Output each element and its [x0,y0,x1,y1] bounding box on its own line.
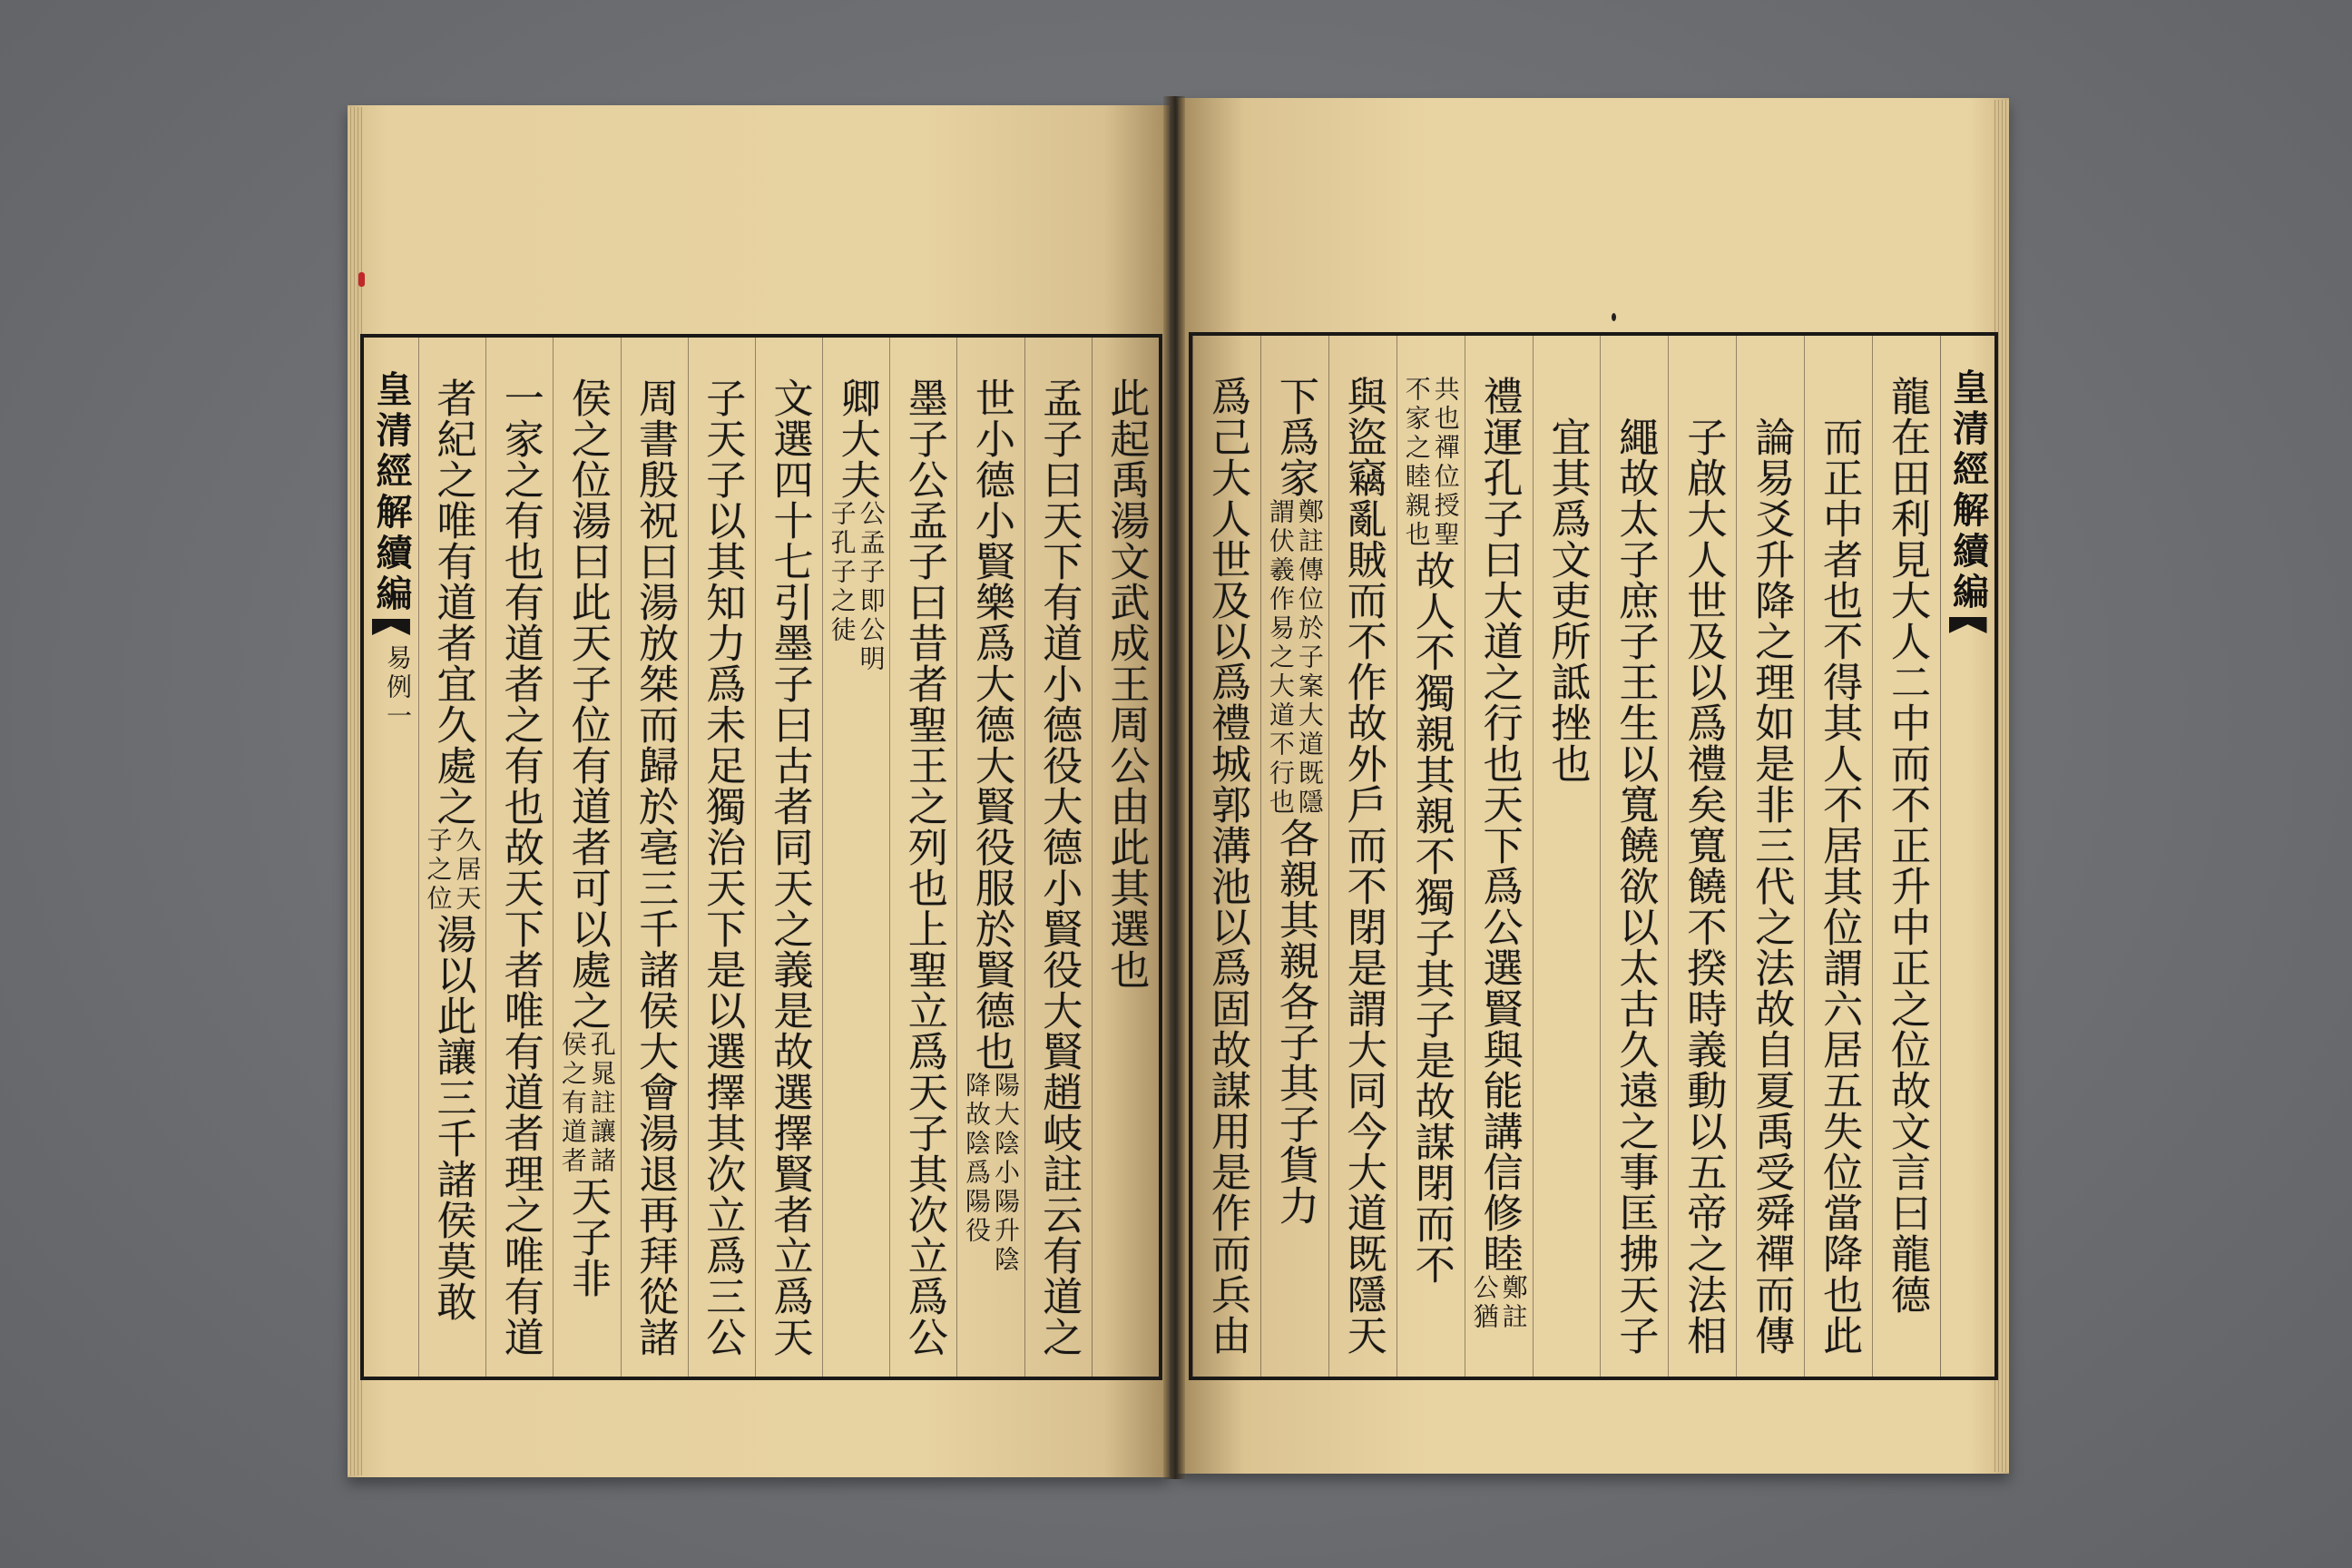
fishtail-mark-icon [372,619,410,635]
red-ink-mark [358,272,365,287]
text-column-l3 [956,338,1024,1377]
column-text: 各親其親各子其子貨力 [1271,818,1318,1226]
text-column-r3 [1736,336,1804,1377]
text-column-l6 [755,338,822,1377]
column-text: 下爲家 [1271,376,1318,498]
note-right-line: 公孟子即公明 [856,500,887,674]
text-column-r1 [1872,336,1940,1377]
interlinear-note [423,827,483,914]
column-text: 子天子以其知力爲未足獨治天下是以選擇其次立爲三公 [699,377,746,1357]
column-text: 卿大夫 [833,377,880,500]
note-left-line: 子孔子之徒 [827,500,858,645]
column-text: 繩故太子庶子王生以寬饒欲以太古久遠之事匡拂天子 [1612,416,1659,1356]
left-page-center-margin [364,338,418,1377]
column-text: 論易爻升降之理如是非三代之法故自夏禹受舜禪而傳 [1748,416,1795,1356]
text-column-l10 [485,338,553,1377]
text-column-l5 [822,338,889,1377]
column-text: 湯以此讓三千諸侯莫敢 [429,914,476,1322]
note-right-line: 共也禪位授聖 [1430,376,1461,550]
note-left-line: 侯之有道者 [557,1031,588,1176]
note-right-line: 鄭註傳位於子案大道既隱 [1294,498,1325,818]
interlinear-note [557,1031,617,1176]
text-column-r7 [1465,336,1533,1377]
column-text: 此起禹湯文武成王周公由此其選也 [1102,377,1150,990]
note-right-line: 久居天 [452,827,483,914]
note-left-line: 不家之睦親也 [1401,376,1432,550]
note-right-line: 鄭註 [1498,1274,1529,1332]
column-text: 墨子公孟子曰昔者聖王之列也上聖立爲天子其次立爲公 [900,377,947,1357]
column-text: 龍在田利見大人二中而不正升中正之位故文言曰龍德 [1884,376,1931,1315]
text-column-r6 [1533,336,1601,1377]
left-page-margin-title: 皇清經解續編 [369,370,413,615]
text-column-r8 [1396,336,1465,1377]
ink-speck [1612,313,1616,321]
right-page-center-margin [1940,336,1994,1377]
interlinear-note [1469,1274,1529,1332]
column-text: 侯之位湯曰此天子位有道者可以處之 [564,377,611,1031]
note-right-line: 孔晁註讓諸 [586,1031,617,1176]
column-text: 天子非 [564,1176,611,1298]
text-column-l8 [621,338,688,1377]
right-page-text-block [1189,332,1998,1380]
column-text: 爲己大人世及以爲禮城郭溝池以爲固故謀用是作而兵由 [1203,376,1250,1356]
column-text: 而正中者也不得其人不居其位謂六居五失位當降也此 [1816,416,1863,1356]
text-column-r9 [1328,336,1396,1377]
left-page-text-block [360,334,1162,1380]
text-column-r2 [1804,336,1872,1377]
text-column-l4 [889,338,956,1377]
column-text: 者紀之唯有道者宜久處之 [429,377,476,827]
text-column-r5 [1600,336,1668,1377]
text-column-r10 [1260,336,1328,1377]
text-column-l11 [418,338,485,1377]
column-text: 周書殷祝曰湯放桀而歸於亳三千諸侯大會湯退再拜從諸 [632,377,679,1357]
text-column-r4 [1668,336,1736,1377]
note-left-line: 謂伏羲作易之大道不行也 [1265,498,1296,818]
note-left-line: 公猶 [1469,1274,1500,1332]
right-page-margin-title: 皇清經解續編 [1946,368,1990,613]
text-column-r11 [1192,336,1260,1377]
column-text: 一家之有也有道者之有也故天下者唯有道者理之唯有道 [496,377,544,1357]
column-text: 故人不獨親其親不獨子其子是故謀閉而不 [1407,550,1455,1285]
book-gutter [1163,96,1185,1479]
interlinear-note [1265,498,1325,818]
fishtail-mark-icon [1949,617,1987,633]
note-left-line: 降故陰爲陽役 [962,1072,993,1246]
interlinear-note [1401,376,1461,550]
column-text: 孟子曰天下有道小德役大德小賢役大賢趙岐註云有道之 [1035,377,1083,1357]
column-text: 與盜竊亂賊而不作故外戶而不閉是謂大同今大道既隱天 [1339,376,1387,1356]
column-text: 宜其爲文吏所詆挫也 [1544,416,1591,784]
column-text: 子啟大人世及以爲禮矣寬饒不揆時義動以五帝之法相 [1680,416,1727,1356]
text-column-l9 [553,338,620,1377]
column-text: 禮運孔子曰大道之行也天下爲公選賢與能講信修睦 [1475,376,1523,1274]
left-page-margin-section: 易例一 [382,644,413,731]
column-text: 文選四十七引墨子曰古者同天之義是故選擇賢者立爲天 [766,377,813,1357]
note-left-line: 子之位 [423,827,454,914]
text-column-l7 [688,338,755,1377]
note-right-line: 陽大陰小陽升陰 [991,1072,1022,1275]
text-column-l1 [1092,338,1159,1377]
text-column-l2 [1024,338,1092,1377]
column-text: 世小德小賢樂爲大德大賢役服於賢德也 [968,377,1015,1072]
interlinear-note [827,500,887,674]
interlinear-note [962,1072,1022,1275]
